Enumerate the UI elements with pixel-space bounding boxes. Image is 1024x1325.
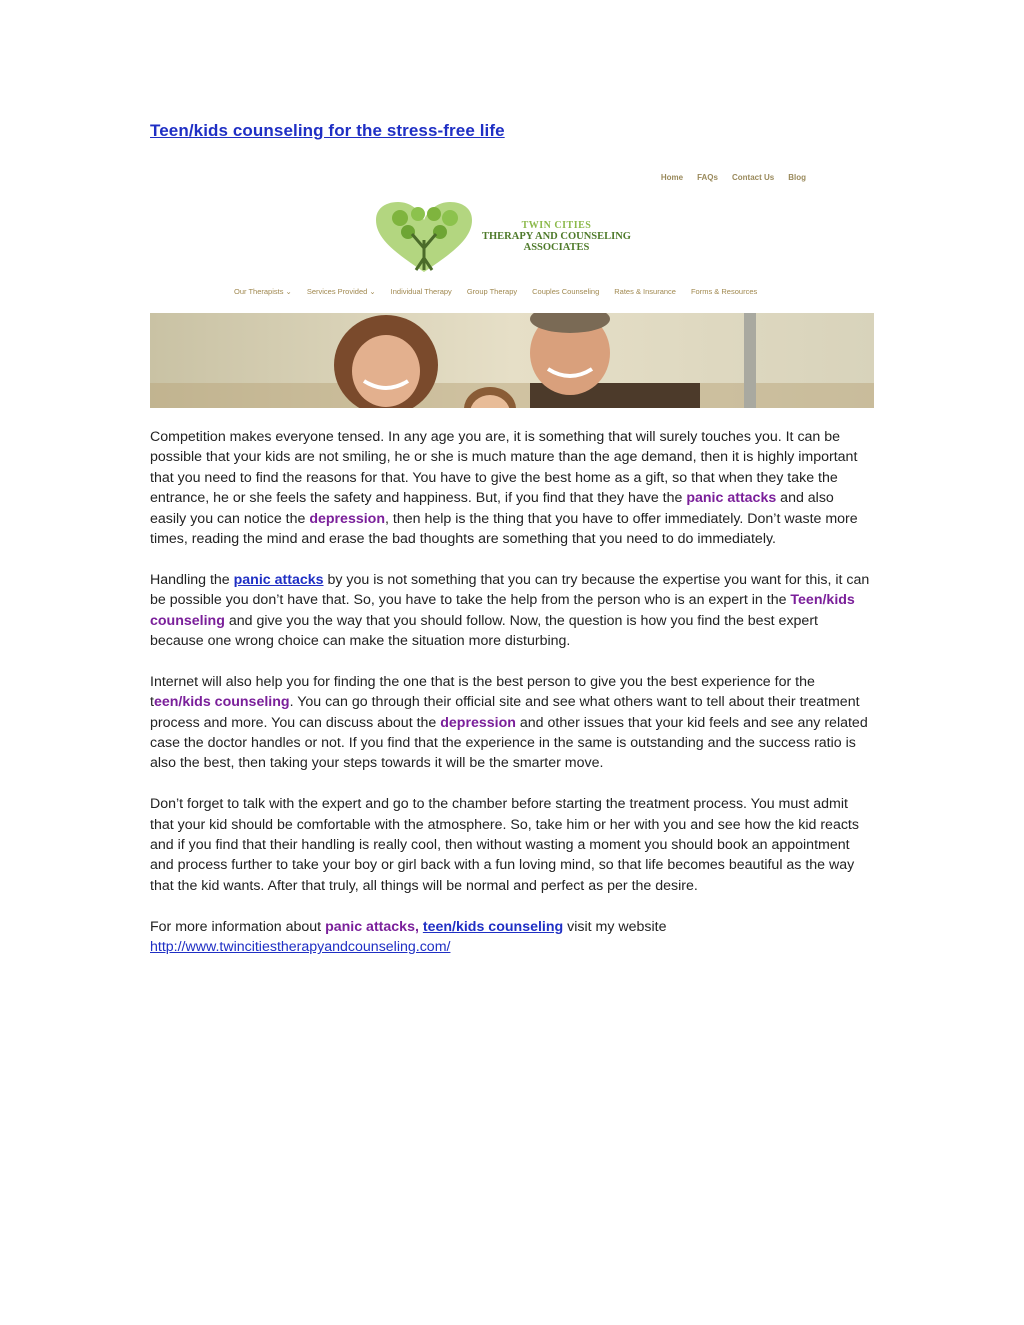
nav-services: Services Provided ⌄ (306, 287, 376, 296)
keyword-teen-kids-counseling: Teen/kids counseling (150, 592, 855, 629)
keyword-depression-2: depression (440, 714, 516, 731)
keyword-panic-attacks-2: panic attacks, (325, 918, 419, 935)
nav-forms: Forms & Resources (690, 287, 758, 296)
nav-rates: Rates & Insurance (614, 287, 676, 296)
keyword-panic-attacks: panic attacks (686, 490, 777, 507)
p1-text-b: and also easily you can notice the (150, 490, 834, 527)
site-main-nav (234, 287, 757, 296)
nav-home: Home (660, 173, 684, 182)
p2-text-a: Handling the (150, 571, 234, 588)
logo-line-3: ASSOCIATES (523, 242, 590, 253)
link-teen-kids-counseling[interactable]: teen/kids counseling (422, 918, 564, 935)
p3-text-c: and other issues that your kid feels and see any related case the doctor handles or not. If you find that the experience in the same is outstanding and the success ratio is also the best, then taking your steps towards it will be the smarter move. (150, 714, 868, 772)
site-top-nav (661, 173, 806, 182)
keyword-depression: depression (309, 510, 386, 527)
p2-text-c: and give you the way that you should follow. Now, the question is how you find the best expert because one wrong choice can make the situation more disturbing. (150, 612, 818, 650)
p3-text-a: Internet will also help you for finding the one that is the best person to give you the best experience for the t (150, 673, 815, 711)
website-screenshot (150, 160, 874, 410)
link-panic-attacks[interactable]: panic attacks (233, 571, 324, 588)
page-title-link[interactable]: Teen/kids counseling for the stress-free life (150, 121, 505, 140)
paragraph-2 (150, 570, 874, 652)
paragraph-1 (150, 427, 874, 549)
p5-text-b: visit my website (563, 918, 667, 935)
paragraph-3 (150, 672, 874, 774)
logo-line-1: TWIN CITIES (521, 220, 592, 231)
p2-text-b: by you is not something that you can try because the expertise you want for this, it can be possible you don’t have that. So, you have to take the help from the person who is an expert in the (150, 571, 870, 609)
nav-faqs: FAQs (697, 173, 718, 182)
nav-blog: Blog (788, 173, 806, 182)
nav-couples: Couples Counseling (532, 287, 600, 296)
logo-line-2: THERAPY AND COUNSELING (482, 231, 631, 242)
website-url-link[interactable]: http://www.twincitiestherapyandcounseling.com/ (150, 939, 451, 956)
logo-text (482, 220, 631, 253)
paragraph-4: Don’t forget to talk with the expert and go to the chamber before starting the treatment process. You must admit that your kid should be comfortable with the atmosphere. So, take him or her with you and see how the kid reacts and if you find that their handling is really cool, then without wasting a moment you should book an appointment and process further to take your boy or girl back with a fun loving mind, so that life becomes beautiful as the way that the kid wants. After that truly, all things will be normal and perfect as per the desire. (150, 796, 859, 894)
nav-contact: Contact Us (731, 173, 775, 182)
p3-text-b: . You can go through their official site and see what others want to tell about their treatment process and more. You can discuss about the (150, 694, 860, 731)
p1-text-c: , then help is the thing that you have to offer immediately. Don’t waste more times, reading the mind and erase the bad thoughts are something that you need to do immediately. (150, 510, 858, 548)
article-body (150, 427, 874, 978)
site-logo (374, 200, 654, 278)
family-banner-image (150, 313, 874, 408)
nav-our-therapists: Our Therapists ⌄ (234, 287, 292, 296)
p1-text-a: Competition makes everyone tensed. In any age you are, it is something that will surely touches you. It can be possible that your kids are not smiling, he or she is much mature than the age demand, then it is highly important that you need to find the reasons for that. You have to give the best home as a gift, so that when they take the entrance, he or she feels the safety and happiness. But, if you find that they have the (150, 429, 858, 507)
tree-heart-icon (374, 200, 474, 278)
keyword-teen-kids-counseling-2: een/kids counseling (153, 694, 290, 711)
nav-individual: Individual Therapy (390, 287, 452, 296)
nav-group: Group Therapy (466, 287, 518, 296)
paragraph-5 (150, 917, 874, 958)
p5-text-a: For more information about (150, 918, 326, 935)
